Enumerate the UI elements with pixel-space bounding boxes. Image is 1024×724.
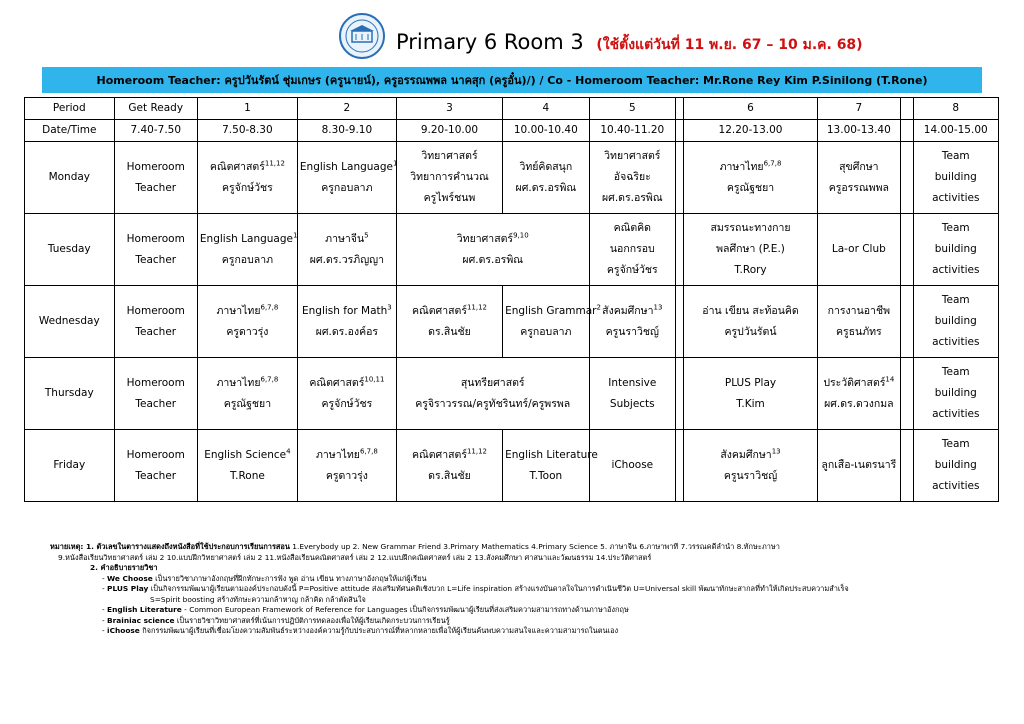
cell-line: ครูไพร์ชนพ [423,192,476,204]
time-row [25,120,999,142]
cell-line: ครูธนภัทร [835,325,882,338]
period-0: Get Ready [114,98,197,120]
book-ref-number: 10,11 [364,375,385,383]
period-5: 5 [589,98,675,120]
page-title [396,30,863,56]
cell-line: ภาษาไทย$^{6,7,8}$ [719,159,782,173]
cell-line: ครูกอบลาภ [321,181,373,194]
cell-line: สมรรถนะทางกาย [710,222,791,234]
day-row-monday [25,142,999,214]
note-1-continued: 9.หนังสือเรียนวิทยาศาสตร์ เล่ม 2 10.แบบฝึกวิทยาศาสตร์ เล่ม 2 11.หนังสือเรียนคณิตศาสตร์ เล่ม 2 12.แบบฝึกคณิตศาสตร์ เล่ม 2 13.สังคมศึกษา ศาสนาและวัฒนธรรม 14.ประวัติศาสตร์ [58,552,652,562]
cell-line: สุนทรียศาสตร์ [460,376,525,389]
time-8: 14.00-15.00 [913,120,999,142]
gap-cell [676,358,684,430]
time-3: 9.20-10.00 [396,120,502,142]
note-item-desc: S=Spirit boosting สร้างทักษะความกล้าหาญ กล้าคิด กล้าตัดสินใจ [150,594,366,604]
school-logo-icon [338,12,386,60]
cell-line: ครูจักษ์วัชร [606,264,658,276]
note-item-desc: เป็นรายวิชาภาษาอังกฤษที่ฝึกทักษะการฟัง พูด อ่าน เขียน ทางภาษาอังกฤษให้แก่ผู้เรียน [155,573,427,583]
cell-line: Team [941,366,970,378]
cell-line: ครูณัฐชยา [726,181,775,194]
note-item-desc: เป็นกิจกรรมพัฒนาผู้เรียนตามองค์ประกอบดังนี้ P=Positive attitude ส่งเสริมทัศนคติเชิงบวก L=Life inspiration สร้างแรงบันดาลใจในการดำเนินชีวิต U=Universal skill พัฒนาทักษะสากลที่ทำให้เกิดประสบความสำเร็จ [150,584,849,593]
cell-line: activities [932,336,980,348]
notes-section [50,542,1010,637]
gap-cell [676,98,684,120]
gap-cell [676,120,684,142]
cell-line: ผศ.ดร.อรพิณ [602,192,663,204]
cell-line: ครูอรรณพพล [828,181,889,194]
gap-cell [901,214,914,286]
book-ref-number: 2 [596,303,601,311]
timetable-cell [197,286,297,358]
cell-line: English Science$^4$ [204,447,291,461]
cell-line: building [934,171,977,183]
cell-line: วิทยาศาสตร์ [421,150,478,162]
cell-line: Teacher [135,469,177,482]
timetable-cell [114,286,197,358]
cell-line: Homeroom [126,448,185,461]
cell-line: English Language$^1$ [299,159,398,173]
cell-line: activities [932,480,980,492]
cell-line: Team [941,438,970,450]
book-ref-number: 6,7,8 [260,375,279,383]
cell-line: ครูกอบลาภ [520,325,572,338]
banner-label: Homeroom Teacher: [96,73,221,87]
timetable-cell [114,142,197,214]
cell-line: T.Rone [229,469,265,482]
gap-cell [901,98,914,120]
timetable-cell [197,430,297,502]
day-name: Wednesday [25,286,115,358]
timetable-cell [396,286,502,358]
cell-line: PLUS Play [724,376,777,389]
day-row-wednesday [25,286,999,358]
timetable-cell [817,430,900,502]
cell-line: ครูจักษ์วัชร [321,397,373,410]
cell-line: คณิตศาสตร์$^{11,12}$ [209,159,285,173]
note-item-desc: - Common European Framework of Reference for Languages เป็นกิจกรรมพัฒนาผู้เรียนที่ส่งเสริมความสามารถทางด้านภาษาอังกฤษ [184,605,629,614]
note-item: - English Literature - Common European Framework of Reference for Languages เป็นกิจกรรมพัฒนาผู้เรียนที่ส่งเสริมความสามารถทางด้านภาษาอังกฤษ [102,605,629,614]
timetable-cell [503,430,598,502]
cell-line: T.Kim [736,397,765,410]
time-1: 7.50-8.30 [197,120,297,142]
cell-line: ครูปวันรัตน์ [724,325,777,338]
timetable-cell [197,142,297,214]
cell-line: คณิตศาสตร์$^{10,11}$ [309,375,385,389]
cell-line: iChoose [611,459,654,471]
cell-line: พลศึกษา (P.E.) [716,243,785,255]
note-item-name: Brainiac science [107,615,175,625]
cell-line: building [934,315,977,327]
cell-line: ผศ.ดร.ดวงกมล [824,397,894,410]
period-3: 3 [396,98,502,120]
cell-line: วิทย์คิดสนุก [519,160,573,173]
day-name: Tuesday [25,214,115,286]
timetable-cell [913,214,999,286]
time-5: 10.40-11.20 [589,120,675,142]
book-ref-number: 1 [292,231,298,239]
timetable [24,97,999,502]
title-text: Primary 6 Room 3 [396,30,584,54]
cell-line: activities [932,264,980,276]
cell-line: ผศ.ดร.วรภิญญา [309,253,384,266]
note-2-label: 2. คำอธิบายรายวิชา [90,563,158,572]
cell-line: English Grammar$^2$ [505,303,601,317]
gap-cell [901,286,914,358]
cell-line: ครูดาวรุ่ง [226,325,269,338]
time-label: Date/Time [25,120,115,142]
day-name: Thursday [25,358,115,430]
cell-line: ครูนราวิชญ์ [723,469,778,482]
book-ref-number: 13 [771,447,781,455]
cell-line: Teacher [135,253,177,266]
timetable-cell [589,214,675,286]
book-ref-number: 1 [392,159,398,167]
homeroom-banner [42,67,982,93]
cell-line: คณิตคิด [613,222,651,234]
timetable-cell [297,358,396,430]
cell-line: วิทยาการคำนวณ [410,171,489,183]
cell-line: Homeroom [126,160,185,173]
cell-line: Subjects [609,397,655,410]
timetable-cell [297,430,396,502]
book-ref-number: 5 [364,231,369,239]
timetable-cell [197,214,297,286]
note-item-desc: เป็นรายวิชาวิทยาศาสตร์ที่เน้นการปฏิบัติการทดลองเพื่อให้ผู้เรียนเกิดกระบวนการเรียนรู้ [176,615,450,625]
cell-line: ลูกเสือ-เนตรนารี [821,459,897,471]
cell-line: คณิตศาสตร์$^{11,12}$ [411,447,488,461]
book-ref-number: 6,7,8 [359,447,378,455]
cell-line: English for Math$^3$ [302,303,392,317]
book-ref-number: 11,12 [466,447,488,455]
period-7: 7 [817,98,900,120]
timetable-cell [396,430,502,502]
cell-line: English Literature [505,448,598,461]
note-1 [50,542,1010,553]
cell-line: ผศ.ดร.อรพิณ [515,181,577,194]
note-item [50,595,1010,606]
timetable-cell [684,214,817,286]
cell-line: activities [932,192,980,204]
cell-line: สังคมศึกษา$^{13}$ [720,447,781,461]
gap-cell [901,120,914,142]
cell-line: ผศ.ดร.อรพิณ [462,253,523,266]
cell-line: ครูกอบลาภ [221,253,274,266]
timetable-cell [114,358,197,430]
note-item: - iChoose กิจกรรมพัฒนาผู้เรียนที่เชื่อมโยงความสัมพันธ์ระหว่างองค์ความรู้กับประสบการณ์ที่หลากหลายเพื่อให้ผู้เรียนค้นพบความสนใจและความสามารถในตนเอง [102,626,619,635]
timetable-cell [684,286,817,358]
cell-line: ครูนราวิชญ์ [605,325,659,338]
cell-line: อ่าน เขียน สะท้อนคิด [702,304,799,317]
time-2: 8.30-9.10 [297,120,396,142]
cell-line: ภาษาไทย$^{6,7,8}$ [216,375,279,389]
period-6: 6 [684,98,817,120]
timetable-cell [589,358,675,430]
cell-line: ภาษาไทย$^{6,7,8}$ [315,447,378,461]
day-name: Friday [25,430,115,502]
cell-line: ดร.สินชัย [428,325,471,338]
title-date-range: (ใช้ตั้งแต่วันที่ 11 พ.ย. 67 – 10 ม.ค. 68) [596,37,863,53]
note-item-name: iChoose [107,626,140,635]
period-4: 4 [503,98,589,120]
note-2-items [50,574,1010,637]
cell-line: ครูจักษ์วัชร [222,181,273,194]
cell-line: การงานอาชีพ [827,304,890,317]
timetable-cell [913,430,999,502]
time-4: 10.00-10.40 [503,120,589,142]
cell-line: ประวัติศาสตร์$^{14}$ [823,375,895,389]
timetable-cell [913,142,999,214]
cell-line: T.Rory [734,264,767,276]
timetable-cell [396,358,589,430]
gap-cell [901,142,914,214]
cell-line: วิทยาศาสตร์$^{9,10}$ [456,231,529,245]
cell-line: Homeroom [126,304,185,317]
timetable-cell [114,430,197,502]
day-name: Monday [25,142,115,214]
cell-line: building [934,459,977,471]
gap-cell [676,286,684,358]
book-ref-number: 11,12 [466,303,488,311]
timetable-cell [684,358,817,430]
gap-cell [676,214,684,286]
book-ref-number: 14 [885,375,895,383]
day-row-friday [25,430,999,502]
period-1: 1 [197,98,297,120]
cell-line: Teacher [135,397,177,410]
note-item-name: English Literature [107,605,182,614]
gap-cell [901,430,914,502]
book-ref-number: 6,7,8 [260,303,279,311]
book-ref-number: 9,10 [513,231,529,239]
cell-line: Homeroom [126,376,185,389]
book-ref-number: 3 [387,303,392,311]
cell-line: Homeroom [126,232,185,245]
note-1-text: 1.Everybody up 2. New Grammar Friend 3.Primary Mathematics 4.Primary Science 5. ภาษาจีน 6.ภาษาพาที 7.วรรณคดีลำนำ 8.ทักษะภาษา [292,542,780,551]
cell-line: Team [941,150,970,162]
cell-line: ครูณัฐชยา [223,397,272,410]
timetable-cell [817,358,900,430]
cell-line: ภาษาไทย$^{6,7,8}$ [216,303,279,317]
note-item-name: PLUS Play [107,584,149,593]
cell-line: English Language$^1$ [199,231,298,245]
timetable-cell [589,286,675,358]
note-1-label: หมายเหตุ: 1. ตัวเลขในตารางแสดงถึงหนังสือที่ใช้ประกอบการเรียนการสอน [50,542,290,551]
period-label: Period [25,98,115,120]
cell-line: ผศ.ดร.องค์อร [315,325,379,338]
timetable-cell [817,286,900,358]
cell-line: Teacher [135,325,177,338]
note-item-name: We Choose [107,573,153,583]
day-row-thursday [25,358,999,430]
cell-line: ครูจิราวรรณ/ครูทัชรินทร์/ครูพรพล [415,397,571,410]
gap-cell [901,358,914,430]
day-row-tuesday [25,214,999,286]
timetable-cell [589,142,675,214]
timetable-cell [913,358,999,430]
cell-line: T.Toon [529,469,563,482]
cell-line: La-or Club [831,243,886,255]
book-ref-number: 11,12 [264,159,285,167]
gap-cell [676,430,684,502]
cell-line: อัจฉริยะ [613,171,651,183]
cell-line: สังคมศึกษา$^{13}$ [602,303,663,317]
cell-line: Intensive [608,376,657,389]
note-item: - We Choose เป็นรายวิชาภาษาอังกฤษที่ฝึกทักษะการฟัง พูด อ่าน เขียน ทางภาษาอังกฤษให้แก่ผู้เรียน [102,573,427,583]
timetable-cell [817,142,900,214]
cell-line: ครูดาวรุ่ง [325,469,368,482]
book-ref-number: 13 [653,303,663,311]
time-6: 12.20-13.00 [684,120,817,142]
cell-line: Team [941,222,970,234]
cell-line: คณิตศาสตร์$^{11,12}$ [411,303,488,317]
timetable-cell [297,142,396,214]
cell-line: วิทยาศาสตร์ [604,150,661,162]
timetable-cell [197,358,297,430]
cell-line: building [934,243,977,255]
cell-line: สุขศึกษา [839,160,879,173]
note-item: - Brainiac science เป็นรายวิชาวิทยาศาสตร์ที่เน้นการปฏิบัติการทดลองเพื่อให้ผู้เรียนเกิดกระบวนการเรียนรู้ [102,615,450,625]
timetable-cell [297,286,396,358]
timetable-cell [396,214,589,286]
timetable-cell [396,142,502,214]
cell-line: activities [932,408,980,420]
period-row [25,98,999,120]
cell-line: ดร.สินชัย [428,469,471,482]
timetable-cell [684,430,817,502]
timetable-cell [817,214,900,286]
cell-line: นอกกรอบ [609,243,655,255]
cell-line: Team [941,294,970,306]
timetable-cell [297,214,396,286]
book-ref-number: 4 [286,447,291,455]
book-ref-number: 6,7,8 [763,159,782,167]
period-2: 2 [297,98,396,120]
banner-text: ครูปวันรัตน์ ชุ่มเกษร (ครูนายน์), ครูอรรณพพล นาคสุก (ครูอั๋น)/) / Co - Homeroom Teacher: Mr.Rone Rey Kim P.Sinilong (T.Rone) [224,74,928,87]
time-0: 7.40-7.50 [114,120,197,142]
timetable-cell [913,286,999,358]
timetable-cell [589,430,675,502]
cell-line: ภาษาจีน$^5$ [325,231,369,245]
gap-cell [676,142,684,214]
timetable-cell [503,142,589,214]
period-8: 8 [913,98,999,120]
cell-line: building [934,387,977,399]
timetable-cell [503,286,601,358]
timetable-cell [114,214,197,286]
note-item-desc: กิจกรรมพัฒนาผู้เรียนที่เชื่อมโยงความสัมพันธ์ระหว่างองค์ความรู้กับประสบการณ์ที่หลากหลายเพื่อให้ผู้เรียนค้นพบความสนใจและความสามารถในตนเอง [142,626,619,635]
note-item: - PLUS Play เป็นกิจกรรมพัฒนาผู้เรียนตามองค์ประกอบดังนี้ P=Positive attitude ส่งเสริมทัศนคติเชิงบวก L=Life inspiration สร้างแรงบันดาลใจในการดำเนินชีวิต U=Universal skill พัฒนาทักษะสากลที่ทำให้เกิดประสบความสำเร็จ [102,584,849,593]
timetable-cell [684,142,817,214]
time-7: 13.00-13.40 [817,120,900,142]
cell-line: Teacher [135,181,177,194]
